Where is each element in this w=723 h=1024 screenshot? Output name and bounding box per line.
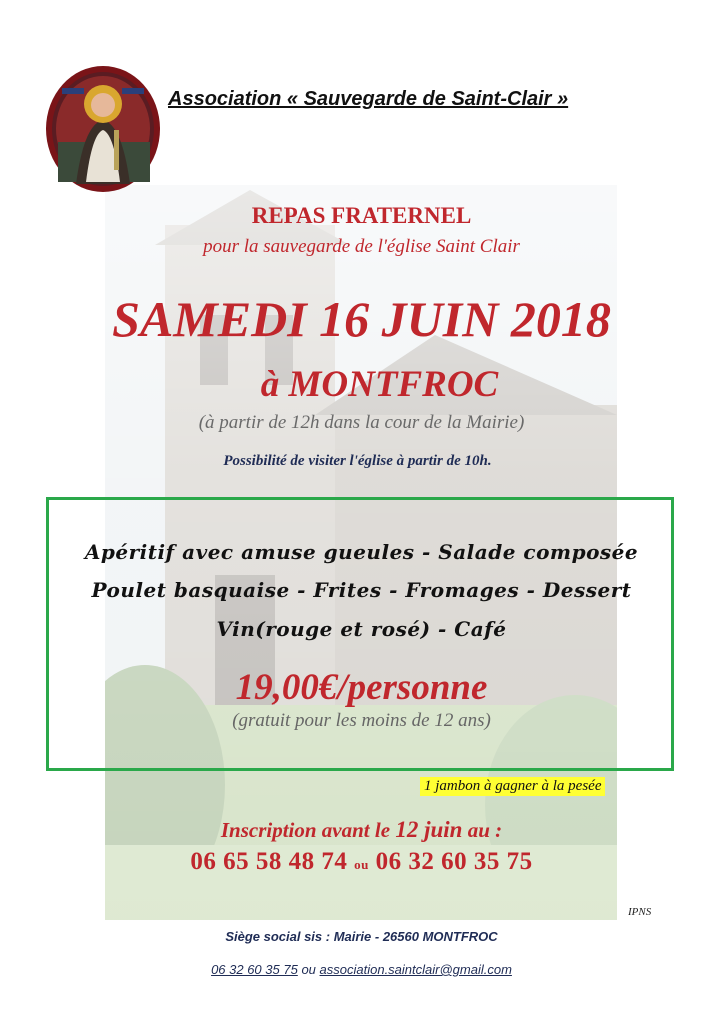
free-under-12-note: (gratuit pour les moins de 12 ans) [232,710,491,731]
church-visit-note: Possibilité de visiter l'église à partir de 10h. [223,453,492,469]
registration-line [0,817,723,843]
raffle-note: 1 jambon à gagner à la pesée [420,777,605,796]
registered-office: Siège social sis : Mairie - 26560 MONTFROC [225,929,498,944]
registration-phones [0,848,723,876]
phone-number-2: 06 32 60 35 75 [375,848,533,875]
menu-line-1: Apéritif avec amuse gueules - Salade composée [84,540,639,564]
contact-phone-link[interactable]: 06 32 60 35 75 [211,962,298,977]
menu-line-3: Vin(rouge et rosé) - Café [216,617,507,641]
ipns-mark: IPNS [628,906,652,918]
price-per-person: 19,00€/personne [235,667,488,708]
contact-or: ou [301,962,316,977]
menu-line-2: Poulet basquaise - Frites - Fromages - Dessert [91,578,632,602]
event-time-note: (à partir de 12h dans la cour de la Mairie) [198,412,525,433]
event-title: REPAS FRATERNEL [251,203,472,228]
contact-line [0,962,723,977]
event-place: à MONTFROC [260,364,499,405]
association-name: Association « Sauvegarde de Saint-Clair » [168,88,569,110]
phones-or: ou [354,857,369,872]
phone-number-1: 06 65 58 48 74 [190,848,348,875]
registration-deadline: 12 juin [395,817,463,842]
saint-clair-medallion [44,64,162,194]
registration-prefix: Inscription avant le [220,818,396,842]
event-date: SAMEDI 16 JUIN 2018 [112,291,611,347]
registration-suffix: au : [462,818,503,842]
contact-email-link[interactable]: association.saintclair@gmail.com [319,962,512,977]
event-subtitle: pour la sauvegarde de l'église Saint Clair [203,236,520,257]
